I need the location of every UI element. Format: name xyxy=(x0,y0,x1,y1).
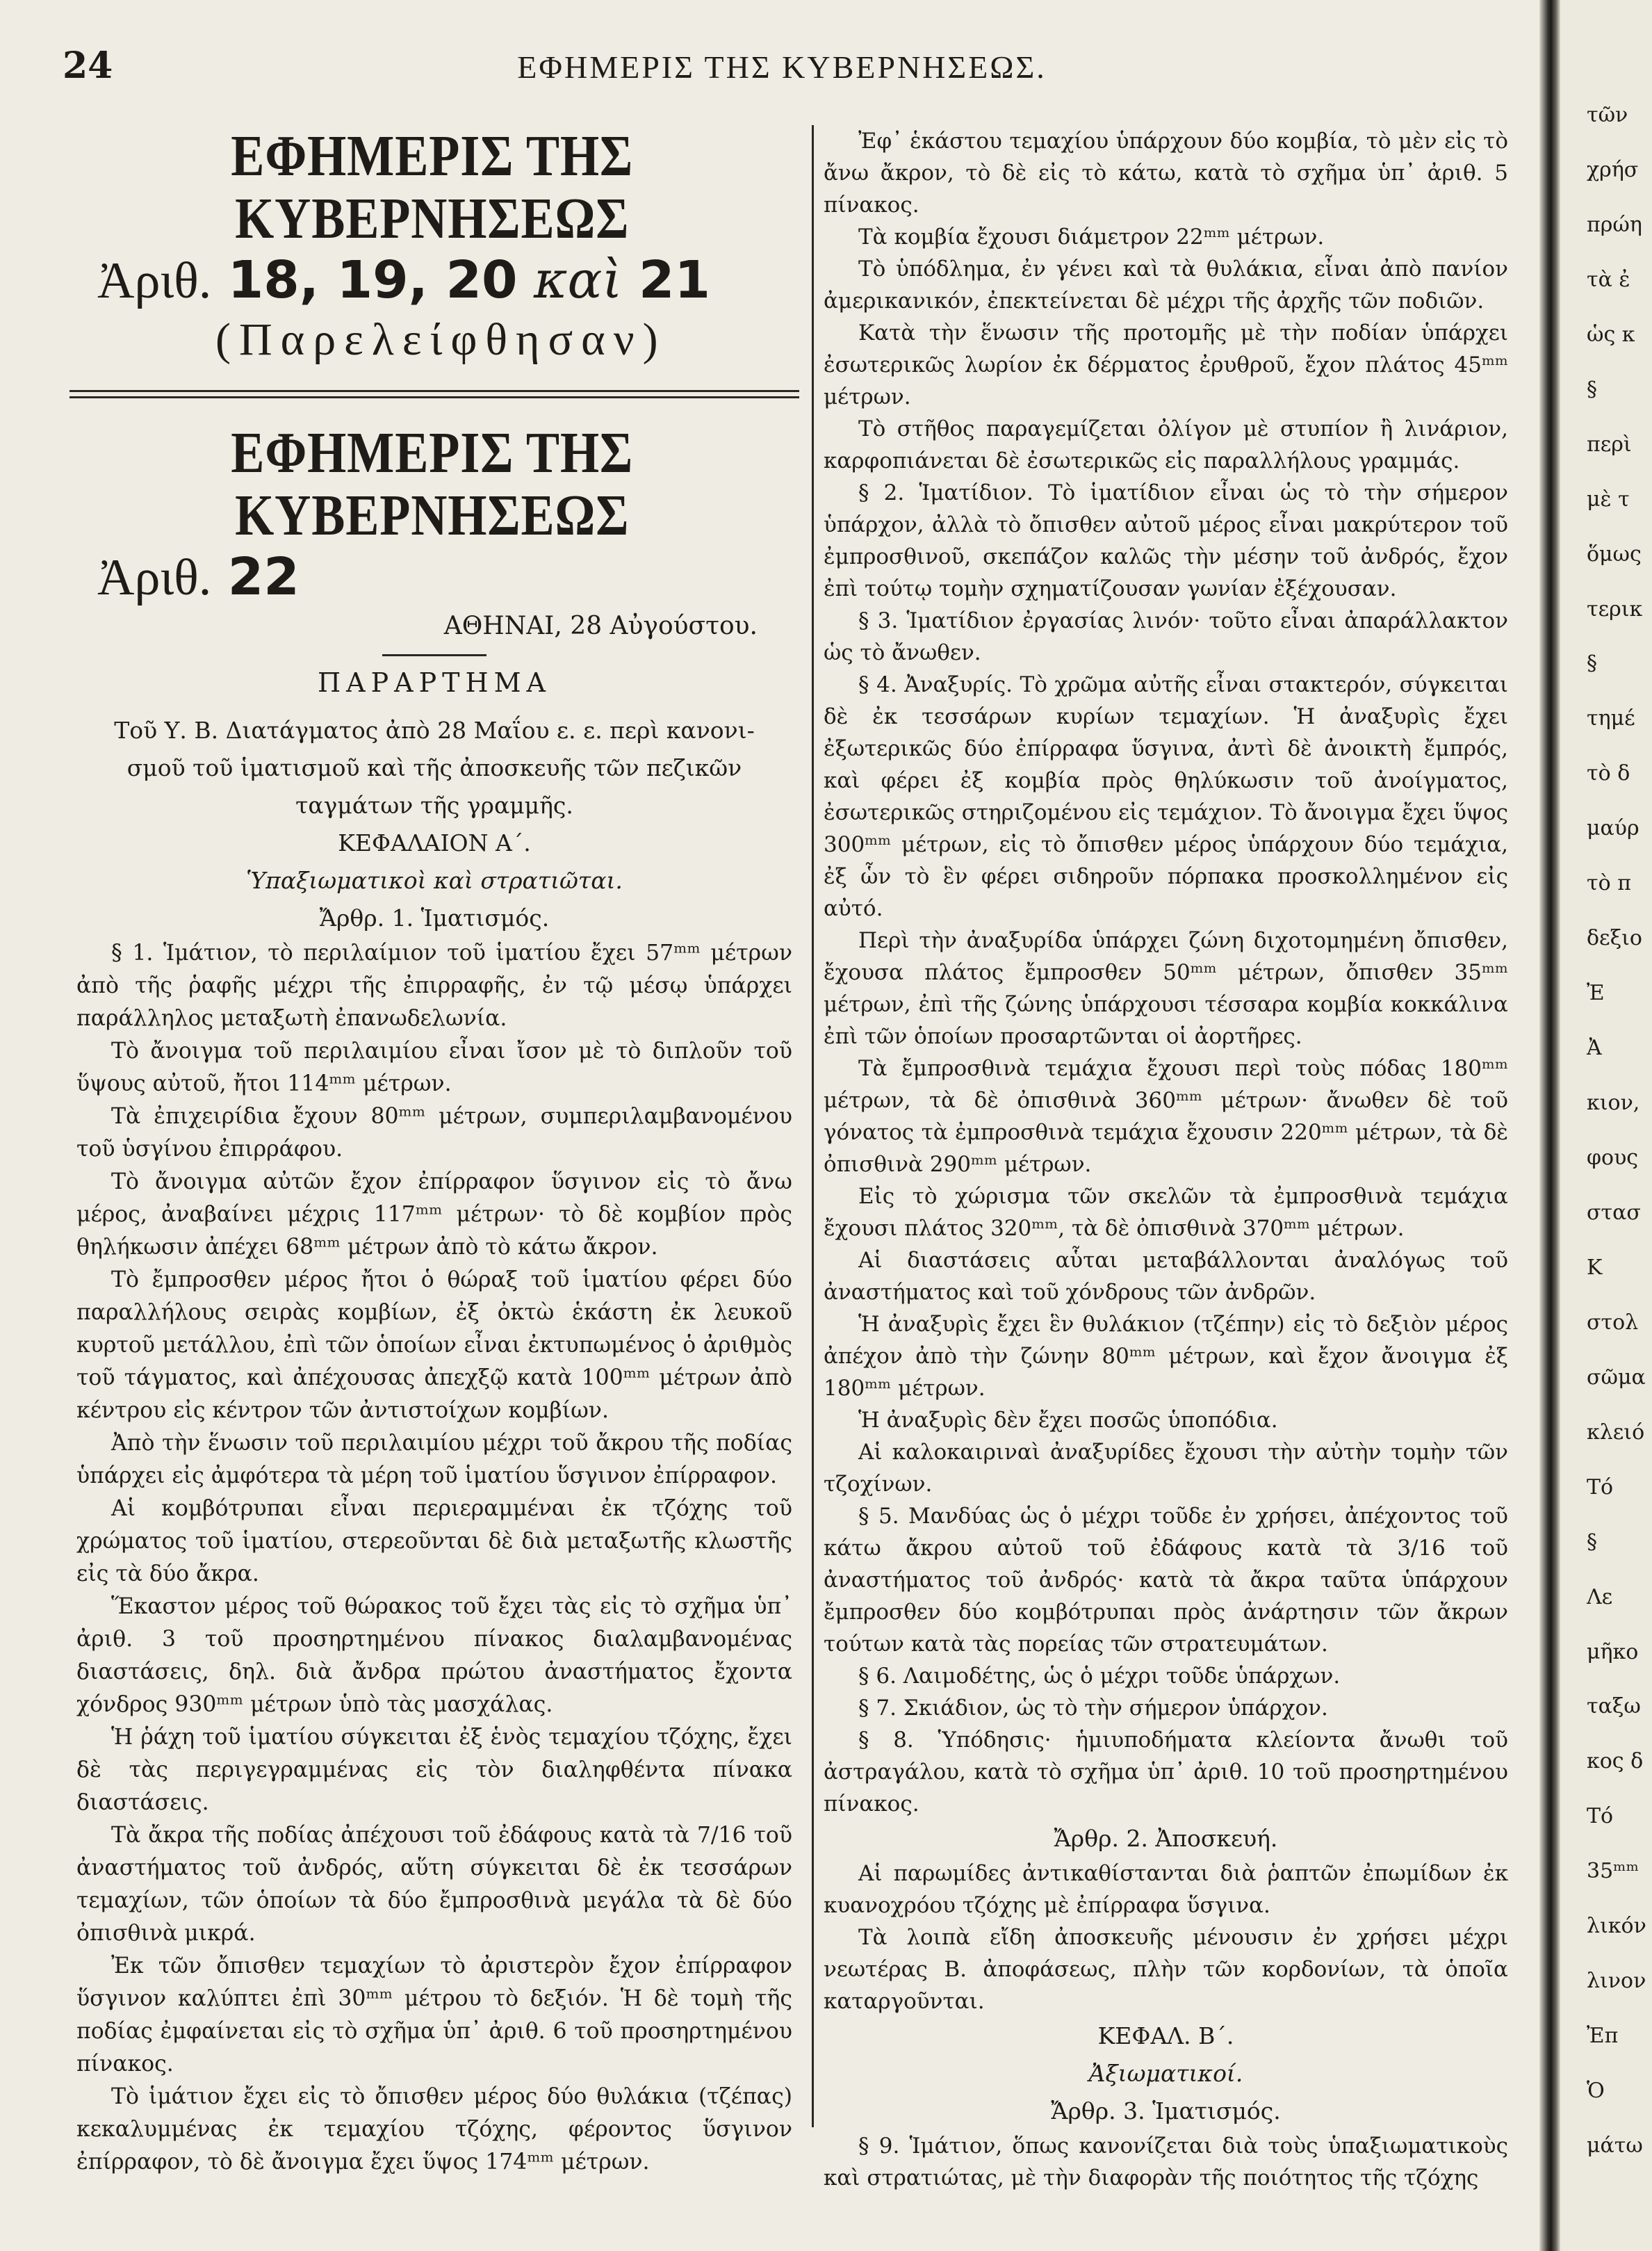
paragraph: Τὸ ἄνοιγμα αὐτῶν ἔχον ἐπίρραφον ὕσγινον εἰς τὸ ἄνω μέρος, ἀναβαίνει μέχρις 117ᵐᵐ μέτρων· τὸ δὲ κομβίον πρὸς θηλήκωσιν ἀπέχει 68ᵐᵐ μέτρων ἀπὸ τὸ κάτω ἄκρον. xyxy=(76,1169,792,1260)
issue-numbers: 18, 19, 20 xyxy=(227,250,518,310)
next-page-fragment: Ἐπ xyxy=(1587,2024,1619,2049)
next-page-fragment: φους xyxy=(1587,1146,1639,1170)
omitted-note: (Παρελείφθησαν) xyxy=(215,314,666,365)
paragraph: § 7. Σκιάδιον, ὡς τὸ τὴν σήμερον ὑπάρχον. xyxy=(858,1696,1328,1721)
paragraph: Τὸ ὑπόδλημα, ἐν γένει καὶ τὰ θυλάκια, εἶναι ἀπὸ πανίον ἀμερικανικόν, ἐπεκτείνεται δὲ μέχρι τῆς ἀρχῆς τῶν ποδιῶν. xyxy=(824,257,1508,314)
next-page-fragment: μὲ τ xyxy=(1587,487,1630,512)
paragraph: § 4. Ἀναξυρίς. Τὸ χρῶμα αὐτῆς εἶναι στακτερόν, σύγκειται δὲ ἐκ τεσσάρων κυρίων τεμαχίων. Ἡ ἀναξυρὶς ἔχει ἐξωτερικῶς δύο ἐπίρραφα ὕσγινα, ἀντὶ δὲ ἀνοικτὴ ἔμπρός, καὶ φέρει ἐξ κομβία πρὸς θηλύκωσιν τοῦ ἀνοίγματος, ἐσωτερικῶς στηριζομένου εἰς τεμάχιον. Τὸ ἄνοιγμα ἔχει ὕψος 300ᵐᵐ μέτρων, εἰς τὸ ὄπισθεν μέρος ὑπάρχουν δύο τεμάχια, ἐξ ὧν τὸ ἓν φέρει σιδηροῦν πόρπακα προσκολλημένον εἰς αὐτό. xyxy=(824,672,1508,921)
paragraph: Τὰ ἐπιχειρίδια ἔχουν 80ᵐᵐ μέτρων, συμπεριλαμβανομένου τοῦ ὑσγίνου ἐπιρράφου. xyxy=(76,1104,792,1162)
paragraph: Τὸ ἔμπροσθεν μέρος ἤτοι ὁ θώραξ τοῦ ἱματίου φέρει δύο παραλλήλους σειρὰς κομβίων, ἐξ ὀκτὼ ἑκάστη ἐκ λευκοῦ κυρτοῦ μετάλλου, ἐπὶ τῶν ὁποίων εἶναι ἐκτυπωμένος ὁ ἀριθμὸς τοῦ τάγματος, καὶ ἀπέχουσας ἀπεχξῷ κατὰ 100ᵐᵐ μέτρων ἀπὸ κέντρου εἰς κέντρον τῶν ἀντιστοίχων κομβίων. xyxy=(76,1267,792,1423)
chapter-heading: ΚΕΦΑΛΑΙΟΝ Α΄. xyxy=(338,829,531,856)
paragraph: Εἰς τὸ χώρισμα τῶν σκελῶν τὰ ἐμπροσθινὰ τεμάχια ἔχουσι πλάτος 320ᵐᵐ, τὰ δὲ ὀπισθινὰ 370ᵐᵐ μέτρων. xyxy=(824,1184,1508,1241)
paragraph: Ἡ ἀναξυρὶς δὲν ἔχει ποσῶς ὑποπόδια. xyxy=(858,1408,1278,1433)
short-rule xyxy=(382,654,486,656)
book-gutter xyxy=(1539,0,1560,2251)
next-page-fragment: μαύρ xyxy=(1587,816,1639,841)
next-page-fragment: μάτω xyxy=(1587,2134,1643,2159)
next-page-fragment: Ἀ xyxy=(1587,1036,1602,1061)
next-page-fragment: § xyxy=(1587,1529,1597,1554)
paragraph: § 1. Ἱμάτιον, τὸ περιλαίμιον τοῦ ἱματίου ἔχει 57ᵐᵐ μέτρων ἀπὸ τῆς ῥαφῆς μέχρι τῆς ἐπιρραφῆς, ἐν τῷ μέσῳ ὑπάρχει παράλληλος μεταξωτὴ ἐπανωδελωνία. xyxy=(76,941,792,1031)
column-divider xyxy=(812,125,814,2127)
next-page-fragment: § xyxy=(1587,377,1597,402)
paragraph: Αἱ κομβότρυπαι εἶναι περιεραμμέναι ἐκ τζόχης τοῦ χρώματος τοῦ ἱματίου, στερεοῦνται δὲ διὰ μεταξωτῆς κλωστῆς εἰς τὰ δύο ἄκρα. xyxy=(76,1496,792,1586)
running-title: ΕΦΗΜΕΡΙΣ ΤΗΣ ΚΥΒΕΡΝΗΣΕΩΣ. xyxy=(517,49,1047,85)
right-column xyxy=(824,125,1508,2194)
paragraph: § 5. Μανδύας ὡς ὁ μέχρι τοῦδε ἐν χρήσει, ἀπέχοντος τοῦ κάτω ἄκρου αὐτοῦ τοῦ ἐδάφους κατὰ τὰ 3/16 τοῦ ἀναστήματος τοῦ ἀνδρός· κατὰ τὰ ἄκρα ταῦτα ὑπάρχουν ἔμπροσθεν δύο κομβότρυπαι πρὸς ἀνάρτησιν τῶν ἄκρων τούτων κατὰ τὰς πορείας τῶν στρατευμάτων. xyxy=(824,1504,1508,1657)
next-page-fragment: κος δ xyxy=(1587,1749,1644,1774)
next-page-fragment: κιον, xyxy=(1587,1091,1640,1116)
paragraph: Τὰ λοιπὰ εἴδη ἀποσκευῆς μένουσιν ἐν χρήσει μέχρι νεωτέρας Β. ἀποφάσεως, πλὴν τῶν κορδονίων, τὰ ὁποῖα καταργοῦνται. xyxy=(824,1925,1508,2014)
next-page-fragment: περὶ xyxy=(1587,432,1632,457)
paragraph: Αἱ διαστάσεις αὗται μεταβάλλονται ἀναλόγως τοῦ ἀναστήματος καὶ τοῦ χόνδρους τῶν ἀνδρῶν. xyxy=(824,1248,1508,1305)
issue-conj: καὶ xyxy=(533,250,623,310)
next-page-fragment: λινον xyxy=(1587,1969,1646,1994)
next-page-edge xyxy=(1560,0,1652,2251)
next-page-fragment: Ἐ xyxy=(1587,981,1605,1006)
paragraph: Τὸ ἱμάτιον ἔχει εἰς τὸ ὄπισθεν μέρος δύο θυλάκια (τζέπας) κεκαλυμμένας ἐκ τεμαχίου τζόχης, φέροντος ὕσγινον ἐπίρραφον, τὸ δὲ ἄνοιγμα ἔχει ὕψος 174ᵐᵐ μέτρων. xyxy=(76,2084,792,2175)
paragraph: Περὶ τὴν ἀναξυρίδα ὑπάρχει ζώνη διχοτομημένη ὄπισθεν, ἔχουσα πλάτος ἔμπροσθεν 50ᵐᵐ μέτρων, ὄπισθεν 35ᵐᵐ μέτρων, ἐπὶ τῆς ζώνης ὑπάρχουσι τέσσαρα κομβία κοκκάλινα ἐπὶ τῶν ὁποίων προσαρτῶνται οἱ ἀορτῆρες. xyxy=(824,928,1508,1049)
masthead-1-issue xyxy=(97,250,792,311)
next-page-fragment: τερικ xyxy=(1587,596,1643,621)
paragraph: Αἱ παρωμίδες ἀντικαθίστανται διὰ ῥαπτῶν ἐπωμίδων ἐκ κυανοχρόου τζόχης μὲ ἐπίρραφα ὕσγινα. xyxy=(824,1861,1508,1918)
paragraph: § 3. Ἱματίδιον ἐργασίας λινόν· τοῦτο εἶναι ἀπαράλλακτον ὡς τὸ ἄνωθεν. xyxy=(824,608,1508,665)
paragraph: Ἡ ῥάχη τοῦ ἱματίου σύγκειται ἐξ ἑνὸς τεμαχίου τζόχης, ἔχει δὲ τὰς περιγεγραμμένας εἰς τὸν διαληφθέντα πίνακα διαστάσεις. xyxy=(76,1725,792,1815)
next-page-fragment: δεξιο xyxy=(1587,926,1642,951)
decree-title-line: Τοῦ Υ. Β. Διατάγματος ἀπὸ 28 Μαΐου ε. ε. περὶ κανονι- xyxy=(114,717,755,744)
next-page-fragment: Τό xyxy=(1587,1804,1614,1829)
article-heading: Ἄρθρ. 2. Ἀποσκευή. xyxy=(1054,1825,1278,1852)
issue-prefix: Ἀριθ. xyxy=(97,252,212,309)
next-page-fragment: § xyxy=(1587,651,1597,676)
next-page-fragment: χρήσ xyxy=(1587,157,1639,182)
next-page-fragment: τημέ xyxy=(1587,706,1635,731)
dateline: ΑΘΗΝΑΙ, 28 Αὐγούστου. xyxy=(443,612,758,640)
next-page-fragment: Λε xyxy=(1587,1584,1613,1609)
paragraph: Τὸ ἄνοιγμα τοῦ περιλαιμίου εἶναι ἴσον μὲ τὸ διπλοῦν τοῦ ὕψους αὐτοῦ, ἤτοι 114ᵐᵐ μέτρων. xyxy=(76,1039,792,1096)
next-page-fragment: Ὁ xyxy=(1587,2079,1605,2104)
next-page-fragment: 35ᵐᵐ xyxy=(1587,1859,1639,1884)
paragraph: Τὸ στῆθος παραγεμίζεται ὀλίγον μὲ στυπίον ἢ λινάριον, καρφοπιάνεται δὲ ἐσωτερικῶς εἰς παραλλήλους γραμμάς. xyxy=(824,416,1508,473)
next-page-fragment: ὅμως xyxy=(1587,542,1642,567)
page-header xyxy=(63,44,1501,93)
paragraph: Αἱ καλοκαιριναὶ ἀναξυρίδες ἔχουσι τὴν αὐτὴν τομὴν τῶν τζοχίνων. xyxy=(824,1440,1508,1497)
chapter-heading: ΚΕΦΑΛ. Β΄. xyxy=(1097,2022,1234,2049)
paragraph: Ἕκαστον μέρος τοῦ θώρακος τοῦ ἔχει τὰς εἰς τὸ σχῆμα ὑπ᾽ ἀριθ. 3 τοῦ προσηρτημένου πίνακος διαλαμβανομένας διαστάσεις, δηλ. διὰ ἄνδρα πρώτου ἀναστήματος ἔχοντα χόνδρος 930ᵐᵐ μέτρων ὑπὸ τὰς μασχάλας. xyxy=(76,1594,792,1717)
paragraph: § 6. Λαιμοδέτης, ὡς ὁ μέχρι τοῦδε ὑπάρχων. xyxy=(858,1664,1341,1689)
next-page-fragment: λικόν xyxy=(1587,1914,1646,1939)
issue-prefix-2: Ἀριθ. xyxy=(97,549,212,606)
paragraph: Ἐκ τῶν ὄπισθεν τεμαχίων τὸ ἀριστερὸν ἔχον ἐπίρραφον ὕσγινον καλύπτει ἐπὶ 30ᵐᵐ μέτρου τὸ δεξιόν. Ἡ δὲ τομὴ τῆς ποδίας ἐμφαίνεται εἰς τὸ σχῆμα ὑπ᾽ ἀριθ. 6 τοῦ προσηρτημένου πίνακος. xyxy=(76,1953,792,2077)
next-page-fragment: μῆκο xyxy=(1587,1639,1639,1664)
article-heading: Ἄρθρ. 1. Ἱματισμός. xyxy=(319,904,550,932)
next-page-fragment: σῶμα xyxy=(1587,1365,1646,1390)
next-page-fragment: πρώη xyxy=(1587,212,1642,237)
next-page-fragment: στολ xyxy=(1587,1310,1639,1335)
paragraph: § 8. Ὑπόδησις· ἡμιυποδήματα κλείοντα ἄνωθι τοῦ ἀστραγάλου, κατὰ τὸ σχῆμα ὑπ᾽ ἀριθ. 10 τοῦ προσηρτημένου πίνακος. xyxy=(824,1728,1508,1817)
next-page-fragment: τὰ ἐ xyxy=(1587,267,1630,292)
next-page-fragment: τὸ δ xyxy=(1587,761,1630,786)
chapter-subtitle: Ὑπαξιωματικοὶ καὶ στρατιῶται. xyxy=(246,867,623,894)
paragraph: Ἀπὸ τὴν ἕνωσιν τοῦ περιλαιμίου μέχρι τοῦ ἄκρου τῆς ποδίας ὑπάρχει εἰς ἀμφότερα τὰ μέρη τοῦ ἱματίου ὕσγινον ἐπίρραφον. xyxy=(76,1431,792,1488)
next-page-fragment: ταξω xyxy=(1587,1694,1641,1719)
decree-title-line: σμοῦ τοῦ ἱματισμοῦ καὶ τῆς ἀποσκευῆς τῶν πεζικῶν xyxy=(126,754,742,781)
next-page-fragment: ὡς κ xyxy=(1587,322,1635,347)
paragraph: Τὰ ἄκρα τῆς ποδίας ἀπέχουσι τοῦ ἐδάφους κατὰ τὰ 7/16 τοῦ ἀναστήματος τοῦ ἀνδρός, αὕτη σύγκειται δὲ ἐκ τεσσάρων τεμαχίων, τῶν ὁποίων τὰ δύο ἔμπροσθινὰ μεγάλα τὰ δὲ δύο ὀπισθινὰ μικρά. xyxy=(76,1823,792,1946)
issue-number-2: 22 xyxy=(227,547,300,607)
chapter-subtitle: Ἀξιωματικοί. xyxy=(1088,2060,1243,2087)
next-page-fragment: τὸ π xyxy=(1587,871,1631,896)
next-page-fragment: Κ xyxy=(1587,1255,1603,1280)
section-heading: ΠΑΡΑΡΤΗΜΑ xyxy=(318,667,551,698)
page-number: 24 xyxy=(63,44,113,87)
article-heading: Ἄρθρ. 3. Ἱματισμός. xyxy=(1051,2097,1281,2124)
paragraph: Κατὰ τὴν ἕνωσιν τῆς προτομῆς μὲ τὴν ποδίαν ὑπάρχει ἐσωτερικῶς λωρίον ἐκ δέρματος ἐρυθροῦ, ἔχον πλάτος 45ᵐᵐ μέτρων. xyxy=(824,320,1508,409)
masthead-1-title: ΕΦΗΜΕΡΙΣ ΤΗΣ ΚΥΒΕΡΝΗΣΕΩΣ xyxy=(231,124,634,251)
decree-title-line: ταγμάτων τῆς γραμμῆς. xyxy=(295,792,573,819)
masthead-separator xyxy=(69,390,799,398)
issue-last: 21 xyxy=(639,250,711,310)
paragraph: Τὰ ἔμπροσθινὰ τεμάχια ἔχουσι περὶ τοὺς πόδας 180ᵐᵐ μέτρων, τὰ δὲ ὀπισθινὰ 360ᵐᵐ μέτρων· ἄνωθεν δὲ τοῦ γόνατος τὰ ἐμπροσθινὰ τεμάχια ἔχουσιν 220ᵐᵐ μέτρων, τὰ δὲ ὀπισθινὰ 290ᵐᵐ μέτρων. xyxy=(824,1056,1508,1177)
paragraph: Ἡ ἀναξυρὶς ἔχει ἓν θυλάκιον (τζέπην) εἰς τὸ δεξιὸν μέρος ἀπέχον ἀπὸ τὴν ζώνην 80ᵐᵐ μέτρων, καὶ ἔχον ἄνοιγμα ἐξ 180ᵐᵐ μέτρων. xyxy=(824,1312,1508,1401)
paragraph: § 2. Ἱματίδιον. Τὸ ἱματίδιον εἶναι ὡς τὸ τὴν σήμερον ὑπάρχον, ἀλλὰ τὸ ὄπισθεν αὐτοῦ μέρος εἶναι μακρύτερον τοῦ ἐμπροσθινοῦ, σκεπάζον καλῶς τὴν μέσην τοῦ ἀνδρός, ἔχον ἐπὶ τούτῳ τομὴν σχηματίζουσαν γωνίαν ἐξέχουσαν. xyxy=(824,480,1508,601)
next-page-fragment: κλειό xyxy=(1587,1420,1645,1445)
masthead-2-issue xyxy=(97,547,792,608)
next-page-fragment: Τό xyxy=(1587,1474,1614,1500)
paragraph: Ἐφ᾽ ἑκάστου τεμαχίου ὑπάρχουν δύο κομβία, τὸ μὲν εἰς τὸ ἄνω ἄκρον, τὸ δὲ εἰς τὸ κάτω, κατὰ τὸ σχῆμα ὑπ᾽ ἀριθ. 5 πίνακος. xyxy=(824,129,1508,218)
masthead-2-title: ΕΦΗΜΕΡΙΣ ΤΗΣ ΚΥΒΕΡΝΗΣΕΩΣ xyxy=(231,421,634,548)
next-page-fragment: στασ xyxy=(1587,1200,1641,1225)
paragraph: Τὰ κομβία ἔχουσι διάμετρον 22ᵐᵐ μέτρων. xyxy=(858,225,1325,250)
left-column xyxy=(76,125,792,2179)
paragraph: § 9. Ἱμάτιον, ὅπως κανονίζεται διὰ τοὺς ὑπαξιωματικοὺς καὶ στρατιώτας, μὲ τὴν διαφορὰν τῆς ποιότητος τῆς τζόχης xyxy=(824,2134,1508,2191)
next-page-fragment: τῶν xyxy=(1587,103,1628,127)
